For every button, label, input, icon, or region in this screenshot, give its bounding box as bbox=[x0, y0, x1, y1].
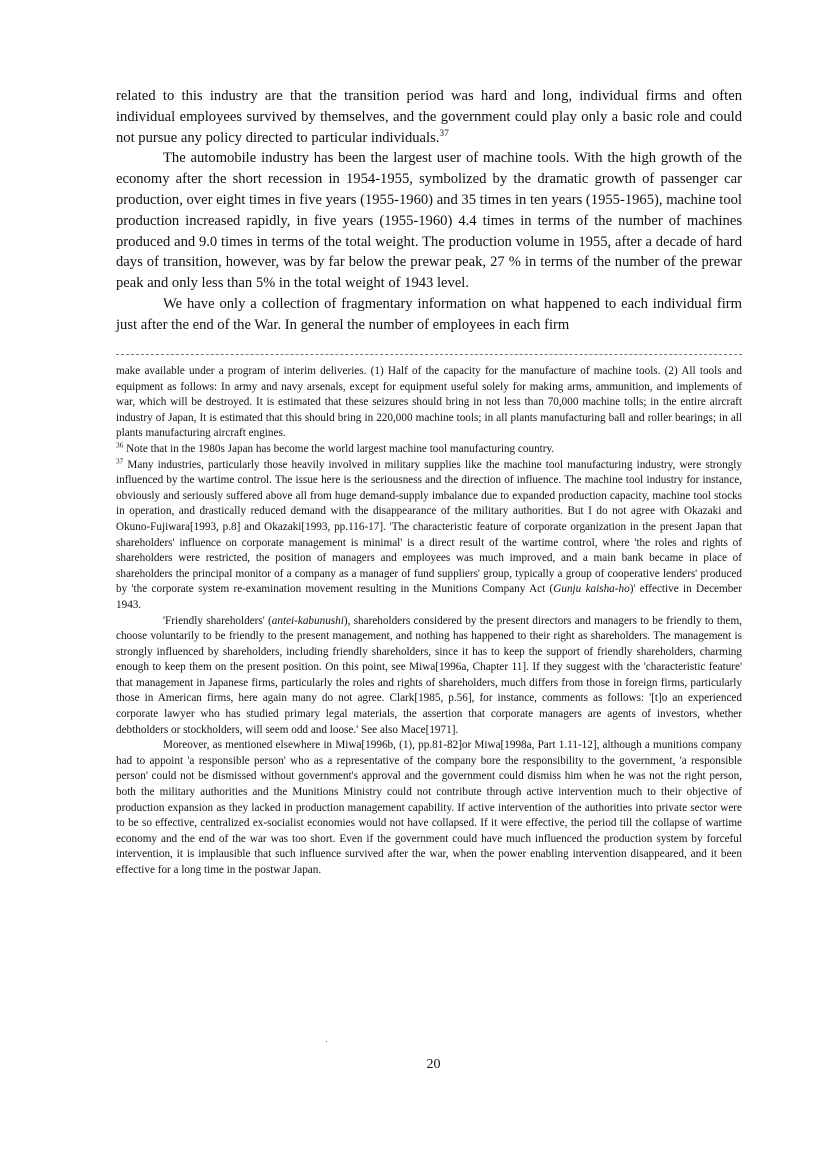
footnote-text: )' effective in December 1943. bbox=[116, 583, 742, 611]
footnote-37-paragraph bbox=[116, 614, 742, 739]
paragraph-text: related to this industry are that the transition period was hard and long, individual firms and often individual employees survived by themselves, and the government could play only a basic role and could not pursue any policy directed to particular individuals. bbox=[116, 88, 742, 146]
footnote-marker: 37 bbox=[116, 456, 124, 465]
page-number: 20 bbox=[426, 1057, 441, 1072]
footnote-text: Many industries, particularly those heavily involved in military supplies like the machine tool manufacturing industry, were strongly influenced by the wartime control. The issue here is the seriousness and the direction of influence. The machine tool industry for instance, obviously and seriously suffered above all from huge demand-supply imbalance due to expanded production capacity, machine tool stocks in operation, and drastically reduced demand with the disappearance of the military authorities. But I do not agree with Okazaki and Okuno-Fujiwara[1993, p.8] and Okazaki[1993, pp.116-17]. 'The characteristic feature of corporate organization in the present Japan that shareholders' influence on corporate management is minimal' is a direct result of the wartime control, where 'the roles and rights of shareholders were restricted, the position of managers and employees was much improved, and a main bank became in place of shareholders the principal monitor of a company as a manager of fund suppliers' group, typically a group of cooperative lenders' produced by 'the corporate system re-examination movement resulting in the Munitions Company Act ( bbox=[116, 458, 743, 596]
footnotes bbox=[116, 364, 742, 879]
footnote-text: ), shareholders considered by the present directors and managers to be friendly to them, choose voluntarily to be friendly to the present management, and nothing has happened to their right as shareholders. The management is strongly influenced by shareholders, including friendly shareholders, since it has to keep the support of friendly shareholders, charming enough to keep them on the present position. On this point, see Miwa[1996a, Chapter 11]. If they suggest with the 'characteristic feature' that management in Japanese firms, particularly the roles and rights of shareholders, much differs from those in foreign firms, particularly those in American firms, here again many do not agree. Clark[1985, p.56], for instance, comments as follows: '[t]o an experienced corporate lawyer who has studied primary legal materials, the assertion that corporate managers are agents of investors, whether debtholders or stockholders, will seem odd and loose.' See also Mace[1971]. bbox=[116, 614, 742, 736]
footnote-36 bbox=[116, 442, 742, 458]
footnote-separator bbox=[116, 354, 742, 355]
paragraph: The automobile industry has been the largest user of machine tools. With the high growth of the economy after the short recession in 1954-1955, symbolized by the dramatic growth of passenger car production, over eight times in five years (1955-1960) and 35 times in ten years (1955-1965), machine tool production increased rapidly, in five years (1955-1960) 4.4 times in terms of the number of machines produced and 9.0 times in terms of the total weight. The production volume in 1955, after a decade of hard days of transition, however, was by far below the prewar peak, 27 % in terms of the number of the prewar peak and only less than 5% in the total weight of 1943 level. bbox=[116, 150, 742, 292]
footnote-marker: 36 bbox=[116, 441, 124, 450]
footnote-continuation: make available under a program of interim deliveries. (1) Half of the capacity for the manufacture of machine tools. (2) All tools and equipment as follows: In army and navy arsenals, except for equipment useful solely for making arms, ammunition, and implements of war, which will be destroyed. It is estimated that these seizures should bring in not less than 70,000 machine tolls; in the entire aircraft industry of Japan, It is estimated that this should bring in 220,000 machine tools; in all plants manufacturing ball and roller bearings; in all plants manufacturing aircraft engines. bbox=[116, 365, 742, 440]
footnote-37 bbox=[116, 458, 742, 614]
footnote-text: 'Friendly shareholders' ( bbox=[163, 614, 272, 627]
paragraph bbox=[116, 86, 742, 148]
footnote-italic-term: Gunju kaisha-ho bbox=[553, 583, 630, 596]
footnote-reference: 37 bbox=[439, 128, 449, 139]
paragraph: We have only a collection of fragmentary information on what happened to each individual firm just after the end of the War. In general the number of employees in each firm bbox=[116, 295, 742, 333]
scan-speck bbox=[326, 1041, 327, 1042]
main-text bbox=[116, 86, 742, 336]
footnote-italic-term: antei-kabunushi bbox=[271, 614, 344, 627]
footnote-37-paragraph: Moreover, as mentioned elsewhere in Miwa[1996b, (1), pp.81-82]or Miwa[1998a, Part 1.11-12], although a munitions company had to appoint 'a responsible person' who as a representative of the company bore the responsibility to the government, 'a responsible person' could not be dismissed without government's approval and the government could dismiss him when he was not the right person, both the military authorities and the Munitions Ministry could not contribute through active intervention much to their objective of production expansion as they lacked in production management capability. If active intervention of the authorities into private sector were to be so effective, centralized ex-socialist economies would not have collapsed. If it were effective, the period till the collapse of wartime economy and the end of the war was too short. Even if the government could have much influenced the production system by forceful intervention, it is implausible that such influence survived after the war, when the power enabling intervention disappeared, and it been effective for a long time in the postwar Japan. bbox=[116, 739, 742, 876]
footnote-text: Note that in the 1980s Japan has become the world largest machine tool manufacturing country. bbox=[126, 442, 555, 455]
